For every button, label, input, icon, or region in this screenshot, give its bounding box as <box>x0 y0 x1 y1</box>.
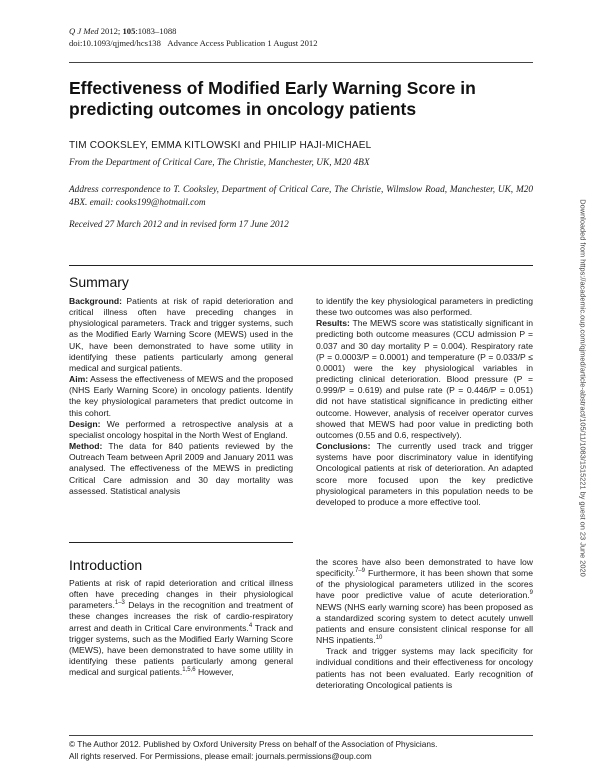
article-title: Effectiveness of Modified Early Warning Score in predicting outcomes in oncology patients <box>69 78 476 119</box>
intro-left-column <box>69 578 293 678</box>
summary-background: Background: Patients at risk of rapid deterioration and critical illness often have preceding changes in physiological parameters. Track and trigger systems, such as the Modified Early Warning Score (MEWS) used in the UK, have been demonstrated to have some utility in identifying these patients particularly among general medical and surgical patients. <box>69 296 293 373</box>
journal-volume: 105 <box>122 26 136 36</box>
footer-divider <box>69 735 533 736</box>
intro-right-column <box>316 557 533 691</box>
intro-divider <box>69 542 293 543</box>
intro-paragraph-2: the scores have also been demonstrated to have low specificity.$^{7-9}$ Furthermore, it has been shown that some of the physiological parameters utilized in the scores have poor predictive value of acute deterioration.$^9$ NEWS (NHS early warning score) has been proposed as a standardized scoring system to detect acutely unwell patients and ensure consistent clinical response for all NHS inpatients.$^{10}$ <box>316 557 533 646</box>
summary-aim: Aim: Assess the effectiveness of MEWS and the proposed (NHS Early Warning Score) in oncology patients. Identify the key physiological parameters that predict outcome in this cohort. <box>69 374 293 418</box>
summary-method-continued: to identify the key physiological parameters in predicting these two outcomes was also performed. <box>316 296 533 318</box>
author-list: TIM COOKSLEY, EMMA KITLOWSKI and PHILIP HAJI-MICHAEL <box>69 140 372 151</box>
header-divider <box>69 62 533 63</box>
summary-design: Design: We performed a retrospective analysis at a specialist oncology hospital in the North West of England. <box>69 418 293 440</box>
summary-divider <box>69 265 533 266</box>
journal-pages: :1083–1088 <box>135 26 177 36</box>
introduction-heading: Introduction <box>69 557 143 573</box>
access-note: Advance Access Publication 1 August 2012 <box>167 38 318 48</box>
intro-paragraph-3: Track and trigger systems may lack specificity for individual conditions and their effectiveness for oncology patients has not been evaluated. Early recognition of deteriorating Oncological patients is <box>316 646 533 690</box>
summary-method: Method: The data for 840 patients reviewed by the Outreach Team between April 2009 and January 2011 was analysed. The effectiveness of the MEWS in predicting Critical Care admission and 30 day mortality was assessed. Statistical analysis <box>69 441 293 496</box>
permissions-line: All rights reserved. For Permissions, please email: journals.permissions@oup.com <box>69 751 372 761</box>
journal-name: Q J Med <box>69 26 99 36</box>
correspondence: Address correspondence to T. Cooksley, Department of Critical Care, The Christie, Wilmslow Road, Manchester, UK, M20 4BX. email: cooks199@hotmail.com <box>69 185 533 208</box>
summary-right-column <box>316 296 533 508</box>
affiliation: From the Department of Critical Care, The Christie, Manchester, UK, M20 4BX <box>69 158 370 168</box>
doi-line <box>69 37 318 49</box>
intro-paragraph-1: Patients at risk of rapid deterioration and critical illness often have preceding changes in their physiological parameters.$^{1-3}$ Delays in the recognition and treatment of these changes increases the risk of cardio-respiratory arrest and death in Critical Care environments.$^4$ Track and trigger systems, such as the Modified Early Warning Score (MEWS), have been demonstrated to have some utility in identifying these patients particularly among general medical and surgical patients.$^{1,5,6}$ However, <box>69 578 294 678</box>
journal-citation <box>69 25 318 49</box>
copyright-footer <box>69 738 539 762</box>
summary-left-column <box>69 296 293 497</box>
summary-heading: Summary <box>69 274 129 290</box>
copyright-line: © The Author 2012. Published by Oxford University Press on behalf of the Association of Physicians. <box>69 739 438 749</box>
summary-results: Results: The MEWS score was statistically significant in predicting both outcome measures (CCU admission P = 0.037 and 30 day mortality P = 0.004). Respiratory rate (P = 0.0003/P = 0.0001) and temperature (P = 0.033/P ≤ 0.0001) were the key physiological variables in predicting clinical deterioration. Blood pressure (P = 0.999/P = 0.619) and pulse rate (P = 0.446/P = 0.051) did not have statistical significance in predicting either outcome. However, analysis of receiver operator curves showed that MEWS had poor value in predicting both outcomes (0.55 and 0.6, respectively). <box>316 318 533 440</box>
doi: doi:10.1093/qjmed/hcs138 <box>69 38 161 48</box>
journal-citation-line: Q J Med 2012; 105:1083–1088 <box>69 26 177 36</box>
received-dates: Received 27 March 2012 and in revised form 17 June 2012 <box>69 220 289 230</box>
summary-conclusions: Conclusions: The currently used track and trigger systems have poor discriminatory value in identifying Oncological patients at risk of deterioration. An adapted score more focused upon the key predictive physiological parameters in this population needs to be developed to produce a more effective tool. <box>316 441 533 507</box>
download-watermark: Downloaded from https://academic.oup.com/qjmed/article-abstract/105/11/1083/1515221 by guest on 23 June 2020 <box>578 199 588 577</box>
